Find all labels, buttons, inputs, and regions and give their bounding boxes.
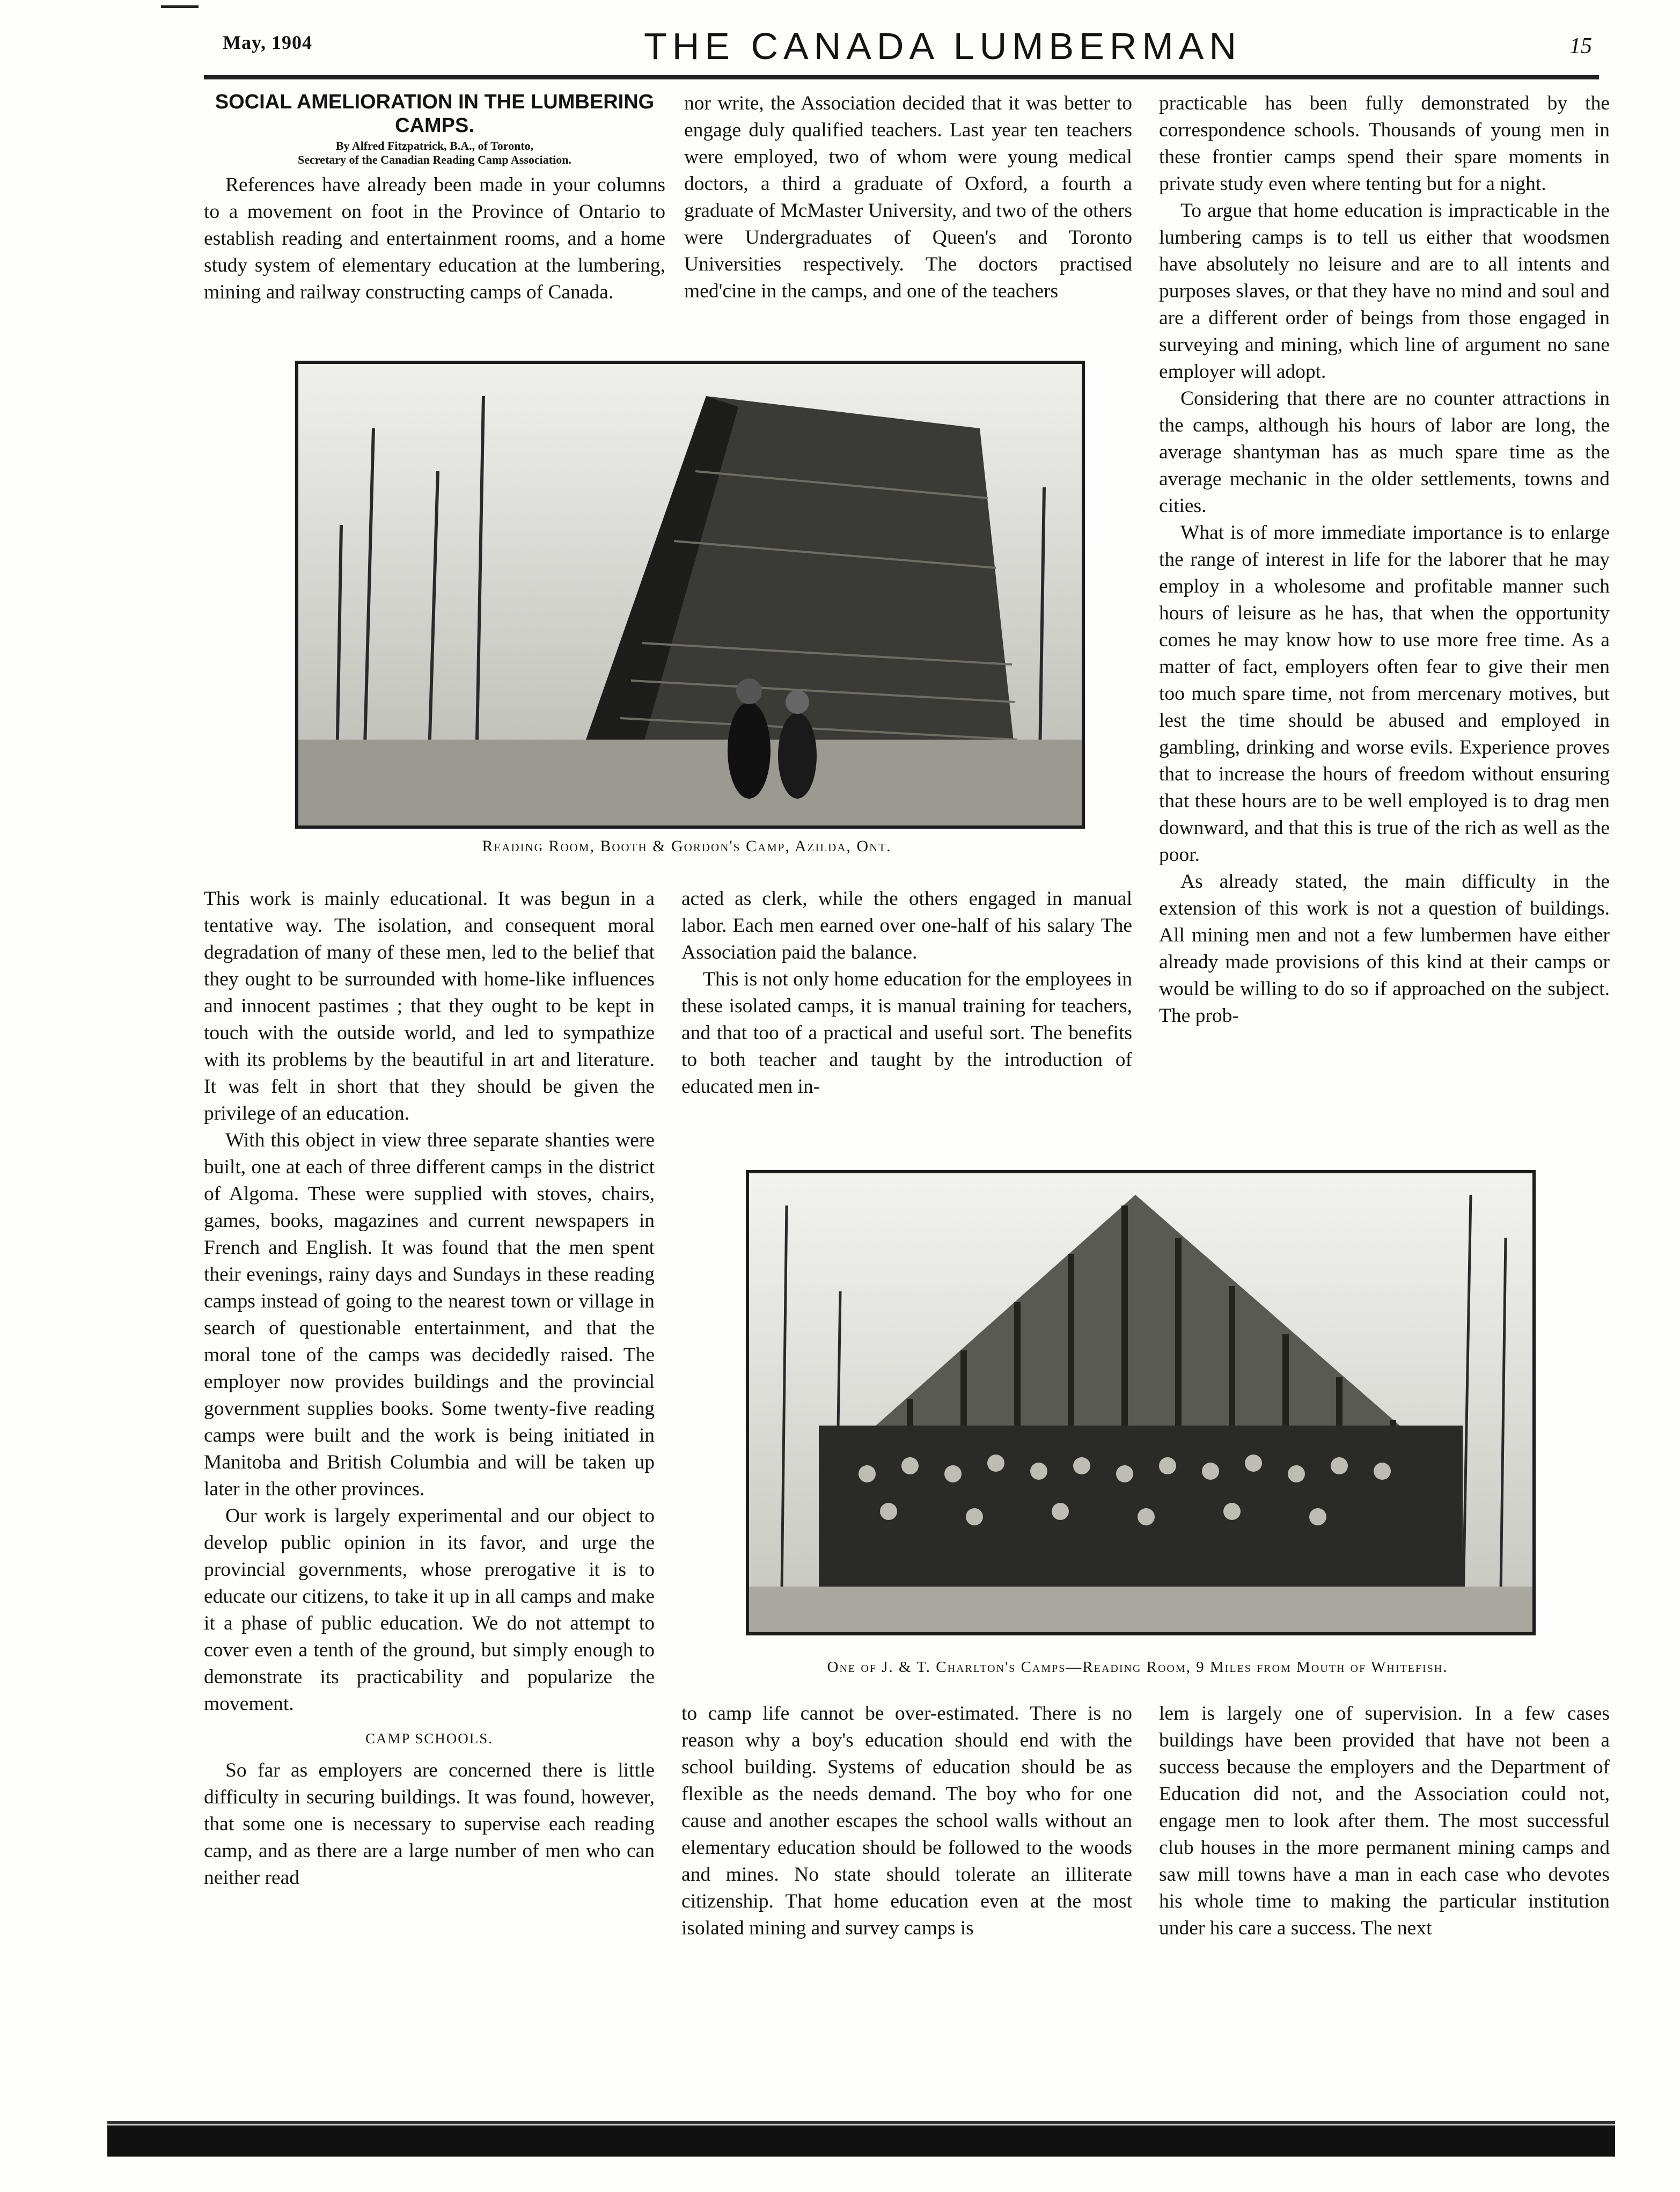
- page-number: 15: [1569, 34, 1592, 59]
- paragraph: practicable has been fully demonstrated by the correspondence schools. Thousands of young men in these frontier camps spend their spare moments in private study even where tenting but for a night.: [1159, 92, 1610, 195]
- column-2-middle: [681, 886, 1132, 1100]
- header-date: May, 1904: [223, 32, 312, 53]
- section-heading: CAMP SCHOOLS.: [365, 1730, 494, 1747]
- paragraph: nor write, the Association decided that it was better to engage duly qualified teachers. Last year ten teachers were employed, two of whom were young medical doctors, a third a graduate of Oxford, a fourth a graduate of McMaster University, and two of the others were Undergraduates of Queen's and Toronto Universities respectively. The doctors practised med'cine in the camps, and one of the teachers: [684, 92, 1132, 302]
- paragraph: Considering that there are no counter attractions in the camps, although his hours of labor are long, the average shantyman has as much spare time as the average mechanic in the older settlements, towns and cities.: [1159, 388, 1610, 517]
- paragraph: to camp life cannot be over-estimated. There is no reason why a boy's education should end with the school building. Systems of education should be as flexible as the needs demand. The boy who for one cause and another escapes the school walls without an elementary education should be followed to the woods and mines. No state should tolerate an illiterate citizenship. That home education even at the most isolated mining and survey camps is: [681, 1703, 1132, 1939]
- top-rule: [161, 5, 199, 8]
- paragraph: What is of more immediate importance is to enlarge the range of interest in life for the laborer that he may employ in a wholesome and profitable manner such hours of leisure as he has, that when the opportunity comes he may know how to use more free time. As a matter of fact, employers often fear to give their men too much spare time, not from mercenary motives, but lest the time should be abused and employed in gambling, drinking and worse evils. Experience proves that to increase the hours of freedom without ensuring that these hours are to be well employed is to drag men downward, and that this is true of the rich as well as the poor.: [1159, 522, 1610, 866]
- paragraph: This work is mainly educational. It was begun in a tentative way. The isolation, and consequent moral degradation of many of these men, led to the belief that they ought to be surrounded with home-like influences and innocent pastimes ; that they ought to be kept in touch with the outside world, and led to sympathize with its problems by the beautiful in art and literature. It was felt in short that they should be given the privilege of an education.: [204, 888, 655, 1124]
- paragraph: As already stated, the main difficulty in the extension of this work is not a question of buildings. All mining men and not a few lumbermen have either already made provisions of this kind at their camps or would be willing to do so if approached on the subject. The prob-: [1159, 871, 1610, 1027]
- paragraph: Our work is largely experimental and our object to develop public opinion in its favor, and urge the provincial governments, whose prerogative it is to educate our citizens, to take it up in all camps and make it a phase of public education. We do not attempt to cover even a tenth of the ground, but simply enough to demonstrate its practicability and popularize the movement.: [204, 1505, 655, 1715]
- header-rule: [204, 75, 1599, 79]
- column-3-top: [1159, 90, 1610, 1029]
- column-3-bottom: [1159, 1700, 1610, 1942]
- article-title: SOCIAL AMELIORATION IN THE LUMBERING CAMPS.: [215, 91, 655, 137]
- column-2-top: [684, 90, 1132, 305]
- log-cabin-illustration: [298, 364, 1082, 825]
- camp-group-photo: [746, 1170, 1536, 1635]
- reading-room-photo: [295, 361, 1085, 829]
- paragraph: This is not only home education for the employees in these isolated camps, it is manual training for teachers, and that too of a practical and useful sort. The benefits to both teacher and taught by the introduction of educated men in-: [681, 968, 1132, 1098]
- footer-rule: [107, 2121, 1615, 2124]
- header-title: THE CANADA LUMBERMAN: [644, 25, 1242, 67]
- paragraph: lem is largely one of supervision. In a few cases buildings have been provided that have not been a success because the employers and the Department of Education did not, and the Association could not, engage men to look after them. The most successful club houses in the more permanent mining camps and saw mill towns have a man in each case who devotes his whole time to making the particular institution under his care a success. The next: [1159, 1703, 1610, 1939]
- column-2-bottom: [681, 1700, 1132, 1942]
- paragraph: So far as employers are concerned there is little difficulty in securing buildings. It was found, however, that some one is necessary to supervise each reading camp, and as there are a large number of men who can neither read: [204, 1759, 655, 1889]
- paragraph: acted as clerk, while the others engaged in manual labor. Each men earned over one-half of his salary The Association paid the balance.: [681, 888, 1132, 963]
- article-intro-column: [204, 90, 665, 306]
- camp-group-illustration: [749, 1173, 1532, 1632]
- photo-caption-2: One of J. & T. Charlton's Camps—Reading Room, 9 Miles from Mouth of Whitefish.: [827, 1658, 1448, 1676]
- paragraph: With this object in view three separate shanties were built, one at each of three different camps in the district of Algoma. These were supplied with stoves, chairs, games, books, magazines and current newspapers in French and English. It was found that the men spent their evenings, rainy days and Sundays in these reading camps instead of going to the nearest town or village in search of questionable entertainment, and that the moral tone of the camps was decidedly raised. The employer now provides buildings and the provincial government supplies books. Some twenty-five reading camps were built and the work is being initiated in Manitoba and British Columbia and will be taken up later in the other provinces.: [204, 1129, 655, 1500]
- byline-author: By Alfred Fitzpatrick, B.A., of Toronto,: [335, 139, 534, 152]
- paragraph: References have already been made in your columns to a movement on foot in the Province of Ontario to establish reading and entertainment rooms, and a home study system of elementary education at the lumbering, mining and railway constructing camps of Canada.: [204, 174, 665, 303]
- footer-bar: [107, 2125, 1615, 2157]
- byline-affiliation: Secretary of the Canadian Reading Camp Association.: [298, 153, 571, 166]
- paragraph: To argue that home education is impracticable in the lumbering camps is to tell us either that woodsmen have absolutely no leisure and are to all intents and purposes slaves, or that they have no mind and soul and are a different order of beings from those engaged in surveying and mining, which line of argument no sane employer will adopt.: [1159, 200, 1610, 383]
- photo-caption-1: Reading Room, Booth & Gordon's Camp, Azilda, Ont.: [482, 837, 892, 855]
- column-1-main: [204, 886, 655, 1891]
